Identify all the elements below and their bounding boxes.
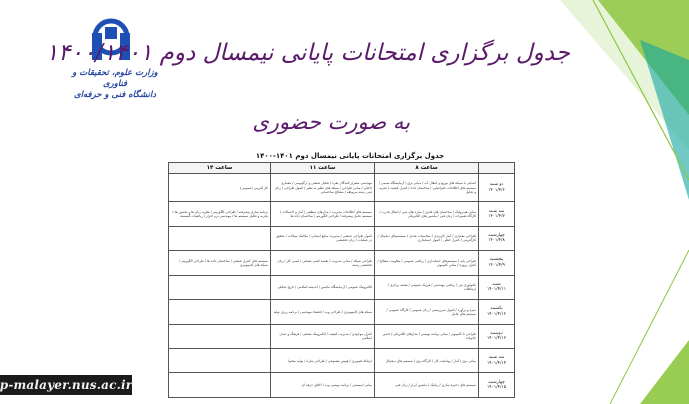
table-caption: جدول برگزاری امتحانات پایانی نیمسال دوم ۱۴۰۱-۱۴۰۰ <box>255 152 445 160</box>
header-2pm: ساعت ۱۴ <box>169 163 271 174</box>
cell-8am: تکنولوژی بتن / ریاضی مهندسی / فیزیک عمومی / نقشه برداری / ارتباطات <box>375 275 479 299</box>
table-row <box>169 373 515 398</box>
cell-2pm <box>169 300 271 324</box>
day-date: ۱۴۰۱/۴/۹ <box>488 262 505 268</box>
day-date: ۱۴۰۱/۴/۱۲ <box>486 311 507 317</box>
ministry-line-1: وزارت علوم، تحقیقات و فناوری <box>72 68 158 89</box>
day-date: ۱۴۰۱/۴/۷ <box>488 214 505 220</box>
cell-2pm <box>169 349 271 373</box>
day-name: شنبه <box>492 281 501 287</box>
table-row <box>169 275 515 299</box>
header-8am: ساعت ۸ <box>375 163 479 174</box>
day-name: چهارشنبه <box>488 379 505 385</box>
cell-2pm <box>169 324 271 348</box>
ministry-name <box>60 68 170 101</box>
day-cell <box>479 251 515 275</box>
table-row <box>169 349 515 373</box>
cell-2pm <box>169 275 271 299</box>
cell-2pm: سیستم های کنترل صنعتی / ساختمان داده ها / طراحی الگوریتم / شبکه های کامپیوتری <box>169 251 271 275</box>
day-date: ۱۴۰۱/۴/۱۵ <box>486 385 507 391</box>
exam-schedule-table <box>168 162 515 398</box>
day-name: سه شنبه <box>488 208 505 214</box>
day-date: ۱۴۰۱/۴/۶ <box>488 187 505 193</box>
day-cell <box>479 324 515 348</box>
cell-11am: اصول طراحی صنعتی / مدیریت منابع انسانی / مکانیک سیالات / تحقیق در عملیات / زبان تخصصی <box>271 226 375 250</box>
day-cell <box>479 174 515 202</box>
cell-11am: شبکه های کامپیوتری / طراحی وب / اقتصاد مهندسی / برنامه ریزی تولید <box>271 300 375 324</box>
table-row <box>169 324 515 348</box>
corner-triangle-bottom <box>640 340 689 404</box>
table-row <box>169 300 515 324</box>
cell-8am: سیستم های ذخیره سازی / رباتیک / ماشین ابزار / زبان فنی <box>375 373 479 398</box>
cell-11am: ارتباط تصویری / هوش مصنوعی / طراحی سازه / تولید محتوا <box>271 349 375 373</box>
header-day <box>479 163 515 174</box>
day-name: یکشنبه <box>490 306 503 312</box>
day-cell <box>479 275 515 299</box>
cell-8am: طراحی پایه / سیستم‌های حسابداری / ریاضی عمومی / مقاومت مصالح / کنترل پروژه / مبانی کامپیوتر <box>375 251 479 275</box>
table-row <box>169 226 515 250</box>
day-date: ۱۴۰۱/۴/۱۴ <box>486 360 507 366</box>
day-name: دوشنبه <box>490 330 503 336</box>
day-name: دو شنبه <box>489 182 504 188</box>
header-11am: ساعت ۱۱ <box>271 163 375 174</box>
day-name: چهارشنبه <box>488 232 505 238</box>
cell-11am: مبانی انیمیشن / برنامه نویسی وب / اخلاق حرفه ای <box>271 373 375 398</box>
cell-11am: سیستم های اطلاعات مدیریت / مدارهای منطقی / آمار و احتمالات / سیستم عامل پیشرفته / طراحی الگوریتم / ساختمان داده ها <box>271 202 375 226</box>
day-cell <box>479 226 515 250</box>
site-footer-banner <box>0 375 132 395</box>
cell-8am: مبانی برق / آمار / بهداشت کار / کارگاه برق / سیستم های دیجیتال <box>375 349 479 373</box>
day-cell <box>479 349 515 373</box>
day-name: سه شنبه <box>488 355 505 361</box>
cell-2pm <box>169 226 271 250</box>
cell-8am: آشنایی با شبکه های توزیع و انتقال آب / مبانی برق / آزمایشگاه شیمی / سیستم های اطلاعات جغرافیایی / ساختمان داده / کنترل کیفیت / تجزیه و تحلیل <box>375 174 479 202</box>
ministry-line-2: دانشگاه فنی و حرفه‌ای <box>73 90 157 100</box>
cell-2pm: برنامه سازی پیشرفته / طراحی الگوریتم / نظریه زبان ها و ماشین ها / تجزیه و تحلیل سیستم ها / مهندسی نرم افزار / ریاضیات گسسته <box>169 202 271 226</box>
cell-2pm: کار آفرینی (عمومی) <box>169 174 271 202</box>
cell-8am: متره و برآورد / اصول سرپرستی / زبان عمومی / کارگاه عمومی / سیستم های عامل <box>375 300 479 324</box>
day-date: ۱۴۰۱/۴/۱۳ <box>486 336 507 342</box>
page-title: جدول برگزاری امتحانات پایانی نیمسال دوم ۱۴۰۰/۱۴۰۱ <box>45 40 570 66</box>
cell-11am: الکترونیک عمومی / آزمایشگاه ماشین / اندیشه اسلامی / تاریخ تحلیلی <box>271 275 375 299</box>
day-cell <box>479 202 515 226</box>
cell-8am: طراحی با کامپیوتر / مبانی برنامه نویسی / مدارهای الکتریکی / دانش خانواده <box>375 324 479 348</box>
table-row <box>169 251 515 275</box>
cell-11am: مهندسی مصرف‌کنندگان نقره / تحلیل صنعتی و ارگونومی / معماری داخلی / مبانی طراحی / شبکه های نظیر به نظیر / اصول طراحی / زبان فنی رشته مربوطه / مصالح ساختمانی <box>271 174 375 202</box>
cell-8am: طراحی معماری / آمار کاربردی / محاسبات عددی / سیستم‌های دیجیتال / کارآفرینی / کنترل خطی / اصول حسابداری <box>375 226 479 250</box>
cell-11am: کنترل موجودی / مدیریت کیفیت / الکترونیک صنعتی / فرهنگ و تمدن اسلامی <box>271 324 375 348</box>
day-date: ۱۴۰۱/۴/۱۱ <box>486 287 507 293</box>
page-subtitle: به صورت حضوری <box>252 110 410 134</box>
day-cell <box>479 300 515 324</box>
cell-8am: مبانی هیدرولیک / ساختمان های فلزی / سازه های بتنی / انتقال قدرت / کارگاه تعمیرات / زبان فنی / ماشین های الکتریکی <box>375 202 479 226</box>
table-row <box>169 202 515 226</box>
day-cell <box>479 373 515 398</box>
cell-11am: طراحی شبکه / مبانی مدیریت / نقشه کشی صنعتی / ایمنی کار / زبان تخصصی رشته <box>271 251 375 275</box>
day-name: پنجشنبه <box>489 257 504 263</box>
day-date: ۱۴۰۱/۴/۸ <box>488 238 505 244</box>
site-url-label: p-malayer.nus.ac.ir <box>0 378 133 392</box>
cell-2pm <box>169 373 271 398</box>
table-row <box>169 174 515 202</box>
table-header-row <box>169 163 515 174</box>
